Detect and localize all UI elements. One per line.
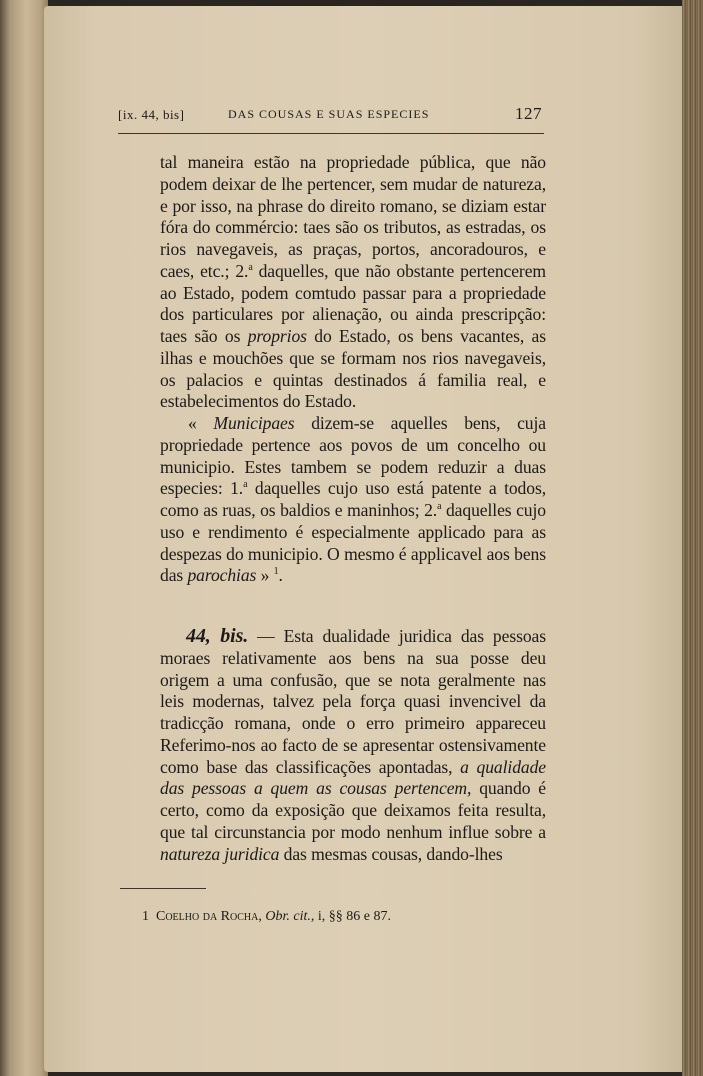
page-number: 127 — [515, 104, 542, 123]
text-run: do Estado, os bens vacantes, as ilhas e mouchões que se formam nos rios navegaveis, os palacios e quintas destinados á familia real, e estabelecimentos do Estado. — [160, 326, 546, 412]
footnote-rule — [120, 888, 206, 889]
italic-term: a qualidade das pessoas a quem as cousas pertencem, — [160, 756, 546, 799]
text-run: — Esta dualidade juridica das pessoas moraes relativamente aos bens na sua posse deu origem a uma confusão, que se nota geralmente nas leis modernas, talvez pela força quasi invencivel da tradicção romana, onde o erro primeiro appareceu Referimo-nos ao facto de se apresentar ostensivamente como base das classificações apontadas, — [160, 626, 546, 777]
running-title: DAS COUSAS E SUAS ESPECIES — [228, 107, 430, 121]
italic-term: parochias — [187, 565, 257, 586]
text-run: daquelles cujo uso e rendimento é especialmente applicado para as despezas do municipio. O mesmo é applicavel aos bens das — [160, 500, 546, 586]
footnote-work: Obr. cit., — [265, 909, 315, 924]
text-run: daquelles, que não obstante pertencerem ao Estado, podem comtudo passar para a propriedade dos particulares por alienação, ou ainda prescripção: taes são os — [160, 260, 546, 346]
text-run: quando é certo, como da exposição que deixamos feita resulta, que tal circunstancia por modo nenhum influe sobre a — [160, 778, 546, 842]
section-reference: [ix. 44, bis] — [118, 107, 185, 122]
footnote-reference: 1 — [273, 566, 279, 578]
text-run: . — [278, 565, 283, 586]
paragraph-3 — [160, 626, 546, 865]
ordinal-superscript: a — [243, 479, 248, 491]
section-number: 44, bis. — [186, 625, 249, 647]
ordinal-superscript: a — [437, 501, 442, 513]
footnote-number: 1 — [142, 909, 149, 924]
text-run: daquelles cujo uso está patente a todos, como as ruas, os baldios e maninhos; 2. — [160, 478, 546, 520]
italic-term: proprios — [247, 326, 307, 346]
page-stack-edge — [682, 0, 703, 1076]
text-run: » — [256, 565, 274, 586]
italic-term: natureza juridica — [160, 843, 280, 864]
running-header — [118, 106, 542, 126]
footnote-reference-text: i, §§ 86 e 87. — [314, 909, 391, 924]
paragraph-1 — [160, 152, 546, 413]
text-run: « — [188, 413, 214, 433]
text-run: tal maneira estão na propriedade pública, que não podem deixar de lhe pertencer, sem mudar de natureza, e por isso, na phrase do direito romano, se diziam estar fóra do commércio: taes são os tributos, as estradas, os rios navegaveis, as praças, portos, ancoradouros, e caes, etc.; 2. — [160, 152, 546, 281]
header-rule — [118, 133, 544, 134]
footnote-author: Coelho da Rocha, — [156, 909, 262, 924]
footnote — [142, 908, 462, 926]
paragraph-2 — [160, 413, 546, 587]
italic-term: Municipaes — [213, 413, 295, 433]
ordinal-superscript: a — [248, 261, 253, 273]
left-page-edge — [0, 0, 48, 1076]
text-run: dizem-se aquelles bens, cuja propriedade pertence aos povos de um concelho ou municipio. Estes tambem se podem reduzir a duas especies: 1. — [160, 413, 546, 499]
text-run: das mesmas cousas, dando-lhes — [279, 843, 503, 864]
